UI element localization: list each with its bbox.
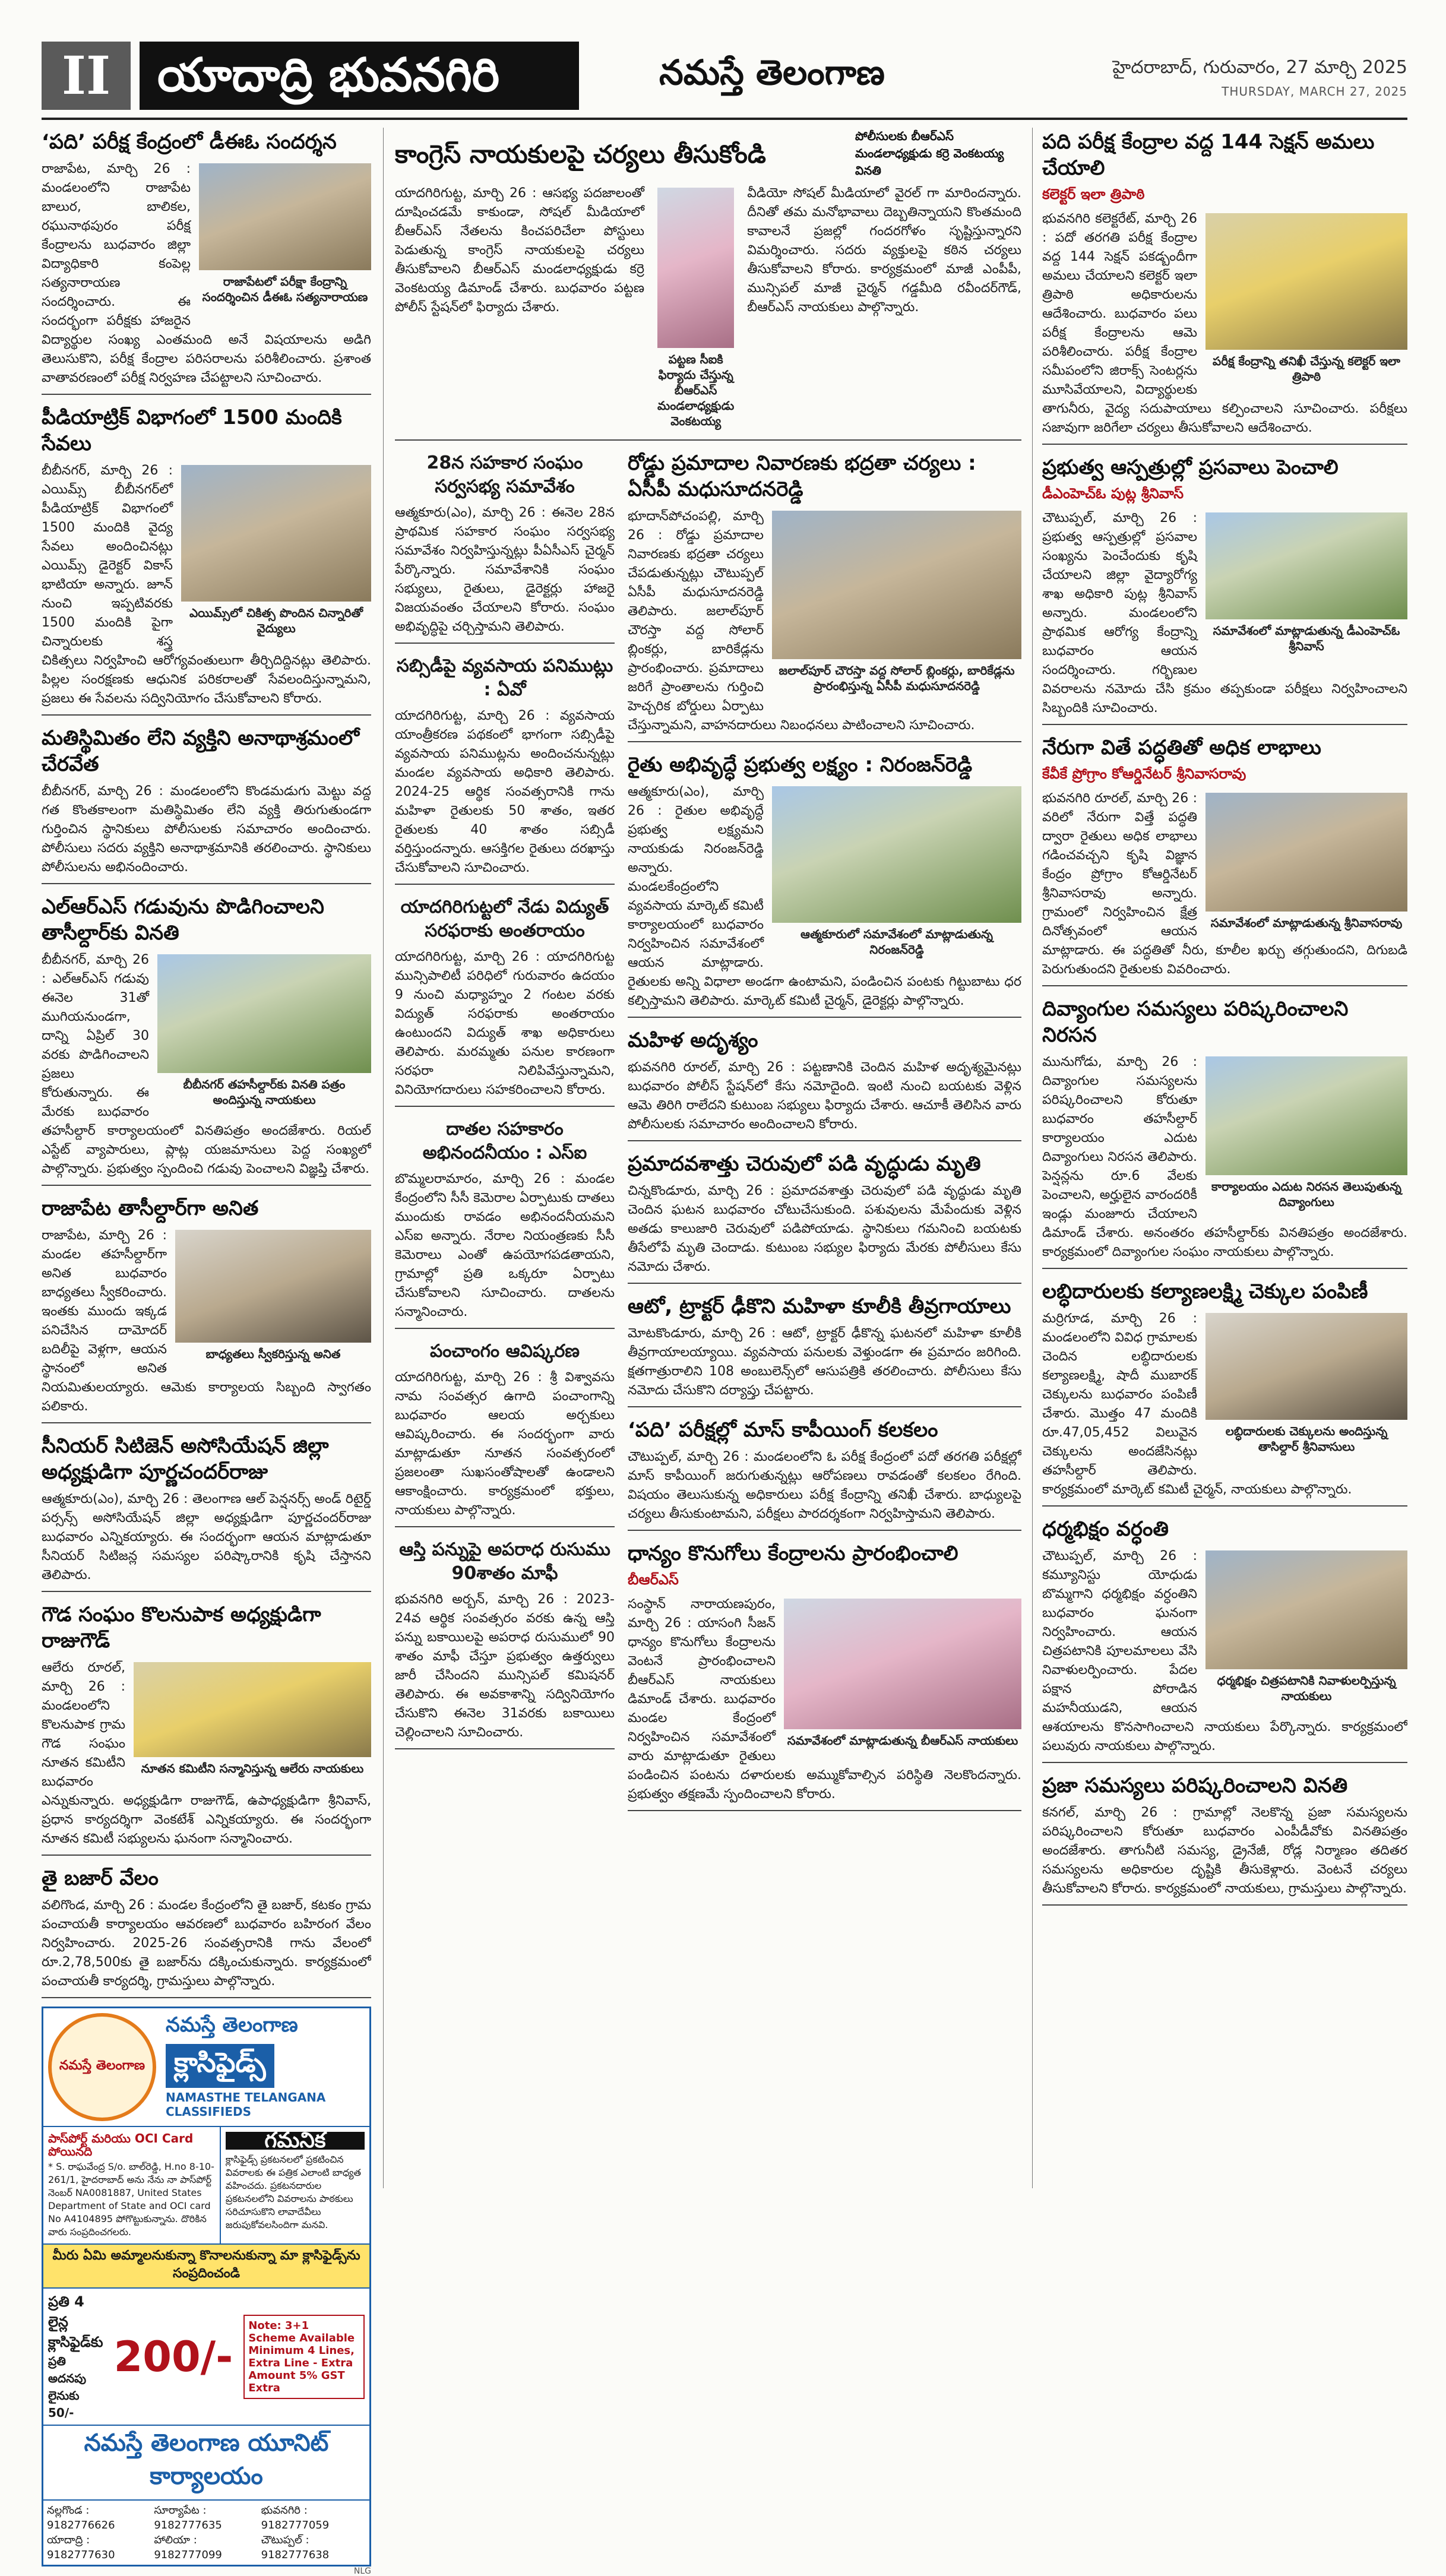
article: [628, 751, 1021, 1018]
phone-entry: చౌటుప్పల్ : 9182777638: [261, 2534, 330, 2561]
article-body: మోటకొండూరు, మార్చి 26 : ఆటో, ట్రాక్టర్ ఢీకొన్న ఘటనలో మహిళా కూలీకి తీవ్రగాయాలయ్యాయి. వ్యవసాయ పనులకు వెళ్తుండగా ఈ ప్రమాదం జరిగింది. క్షతగాత్రురాలిని 108 అంబులెన్స్‌లో ఆసుపత్రికి తరలించారు. పోలీసులు కేసు నమోదు చేసుకొని దర్యాప్తు చేపట్టారు.: [628, 1326, 1021, 1398]
paper-seal-logo: నమస్తే తెలంగాణ: [48, 2013, 156, 2121]
article: [1042, 128, 1407, 445]
column-left: [42, 128, 371, 2576]
middle-left-subcolumn: [395, 449, 615, 1819]
photo-caption: సమావేశంలో మాట్లాడుతున్న శ్రీనివాసరావు: [1210, 916, 1403, 930]
news-photo: [1205, 1550, 1407, 1669]
classifieds-ad: [42, 2007, 371, 2566]
article: [1042, 995, 1407, 1269]
passport-notice: [43, 2127, 221, 2243]
headline: ఎల్‌ఆర్‌ఎస్ గడువును పొడిగించాలని తాసీల్దార్‌కు వినతి: [42, 895, 324, 945]
article-body: బీబీనగర్, మార్చి 26 : ఎల్‌ఆర్‌ఎస్ గడువు ఈనెల 31తో ముగియనుండగా, దాన్ని ఏప్రిల్ 30 వరకు పొడిగించాలని ప్రజలు కోరుతున్నారు. ఈ మేరకు బుధవారం తహసీల్దార్ కార్యాలయంలో వినతిపత్రం అందజేశారు. రియల్ ఎస్టేట్ వ్యాపారులు, ప్లాట్ల యజమానులు పెద్ద సంఖ్యలో పాల్గొన్నారు. ప్రభుత్వం స్పందించి గడువు పెంచాలని విజ్ఞప్తి చేశారు.: [42, 952, 371, 1176]
ad-classifieds-english: NAMASTHE TELANGANA CLASSIFIEDS: [166, 2090, 326, 2119]
ad-pricing: [43, 2289, 369, 2426]
article: [1042, 1277, 1407, 1507]
headline: మతిస్థిమితం లేని వ్యక్తిని అనాథాశ్రమంలో చేరవేత: [42, 726, 360, 776]
byline: కేవీకే ప్రోగ్రాం కోఆర్డినేటర్ శ్రీనివాసరావు: [1042, 765, 1246, 782]
article: [42, 1864, 371, 1998]
article: [395, 128, 1021, 441]
article: [42, 1194, 371, 1423]
photo-caption: పట్టణ సీఐకి ఫిర్యాదు చేస్తున్న బీఆర్‌ఎస్ మండలాధ్యక్షుడు వెంకటయ్య: [657, 352, 735, 428]
headline: పీడియాట్రిక్ విభాగంలో 1500 మందికి సేవలు: [42, 406, 342, 455]
article-body: చౌటుప్పల్, మార్చి 26 : ప్రభుత్వ ఆస్పత్రుల్లో ప్రసవాల సంఖ్యను పెంచేందుకు కృషి చేయాలని జిల్లా వైద్యారోగ్య శాఖ అధికారి పుట్ల శ్రీనివాస్ అన్నారు. మండలంలోని ప్రాథమిక ఆరోగ్య కేంద్రాన్ని బుధవారం ఆయన సందర్శించారు. గర్భిణుల వివరాలను నమోదు చేసి క్రమం తప్పకుండా పరీక్షలు నిర్వహించాలని సిబ్బందికి సూచించారు.: [1042, 511, 1407, 716]
headline: రోడ్డు ప్రమాదాల నివారణకు భద్రతా చర్యలు : ఏసీపీ మధుసూదనరెడ్డి: [628, 451, 976, 501]
article: [395, 1115, 615, 1329]
phone-entry: హాలియా : 9182777099: [154, 2534, 222, 2561]
headline: కాంగ్రెస్ నాయకులపై చర్యలు తీసుకోండి: [395, 139, 766, 169]
headline: దివ్యాంగుల సమస్యలు పరిష్కరించాలని నిరసన: [1042, 997, 1349, 1047]
news-photo: [157, 954, 371, 1073]
middle-right-subcolumn: [628, 449, 1021, 1819]
masthead-rule: [42, 118, 1407, 120]
byline: కలెక్టర్ ఇలా త్రిపాఠి: [1042, 186, 1145, 202]
headline: తై బజార్ వేలం: [42, 1866, 159, 1890]
pricing-lines: [43, 2289, 108, 2425]
news-photo: [1205, 1056, 1407, 1175]
headline: ప్రమాదవశాత్తు చెరువులో పడి వృద్ధుడు మృతి: [628, 1152, 981, 1176]
article: [628, 1539, 1021, 1811]
photo-block: [1205, 509, 1407, 659]
photo-block: [1205, 1547, 1407, 1708]
photo-caption: ఆత్మకూరులో సమావేశంలో మాట్లాడుతున్న నిరంజన్‌రెడ్డి: [800, 927, 993, 957]
phone-entry: యాదాద్రి : 9182777630: [47, 2534, 115, 2561]
headline: పది పరీక్ష కేంద్రాల వద్ద 144 సెక్షన్ అమలు చేయాలి: [1042, 130, 1375, 180]
headline: 28న సహకార సంఘం సర్వసభ్య సమావేశం: [426, 452, 583, 497]
headline: రైతు అభివృద్ధే ప్రభుత్వ లక్ష్యం : నిరంజన్‌రెడ్డి: [628, 753, 973, 777]
news-photo: [1205, 213, 1407, 350]
notice-heading: గమనిక: [226, 2132, 365, 2150]
news-photo: [134, 1662, 371, 1757]
middle-subcolumns: [395, 449, 1021, 1819]
news-photo: [175, 1230, 371, 1343]
column-right: [1042, 128, 1407, 1914]
passport-text: * S. రాఘవేంద్ర S/o. బాల్‌రెడ్డి, H.no 8-10-261/1, హైదరాబాద్ అను నేను నా పాస్‌పోర్ట్ నెంబర్ NA0081887, United States Department of State and OCI card No A4104895 పోగొట్టుకున్నాను. దొరికిన వారు సంప్రదించగలరు.: [48, 2161, 214, 2238]
article-body: మునుగోడు, మార్చి 26 : దివ్యాంగుల సమస్యలను పరిష్కరించాలని కోరుతూ బుధవారం తహసీల్దార్ కార్యాలయం ఎదుట దివ్యాంగులు నిరసన తెలిపారు. పెన్షన్లను రూ.6 వేలకు పెంచాలని, అర్హులైన వారందరికీ ఇండ్లు మంజూరు చేయాలని డిమాండ్ చేశారు. అనంతరం తహసీల్దార్‌కు వినతిపత్రం అందజేశారు. కార్యక్రమంలో దివ్యాంగుల సంఘం నాయకులు పాల్గొన్నారు.: [1042, 1055, 1407, 1259]
photo-block: [157, 951, 371, 1112]
photo-caption: పరీక్ష కేంద్రాన్ని తనిఖీ చేస్తున్న కలెక్టర్ ఇలా త్రిపాఠి: [1212, 354, 1400, 384]
notice-text: క్లాసిఫైడ్స్ ప్రకటనలలో ప్రకటించిన వివరాలకు ఈ పత్రిక ఎలాంటి బాధ్యత వహించదు. ప్రకటనదారుల ప్రకటనలలోని వివరాలను పాఠకులు సరిచూసుకొని లావాదేవీలు జరుపుకోవలసిందిగా మనవి.: [225, 2154, 361, 2230]
column-divider: [1032, 128, 1033, 2188]
article-body: భువనగిరి రూరల్, మార్చి 26 : పట్టణానికి చెందిన మహిళ అదృశ్యమైనట్లు బుధవారం పోలీస్ స్టేషన్‌లో కేసు నమోదైంది. ఇంటి నుంచి బయటకు వెళ్లిన ఆమె తిరిగి రాలేదని కుటుంబ సభ్యులు ఫిర్యాదు చేశారు. ఆచూకీ తెలిసిన వారు పోలీసులకు సమాచారం అందించాలని కోరారు.: [628, 1060, 1021, 1132]
article-body: కనగల్, మార్చి 26 : గ్రామాల్లో నెలకొన్న ప్రజా సమస్యలను పరిష్కరించాలని కోరుతూ బుధవారం ఎంపీడీవోకు వినతిపత్రం అందజేశారు. తాగునీటి సమస్య, డ్రైనేజీ, రోడ్ల నిర్మాణం తదితర సమస్యలను అధికారుల దృష్టికి తీసుకెళ్లారు. వెంటనే చర్యలు తీసుకోవాలని కోరారు. కార్యక్రమంలో నాయకులు, గ్రామస్తులు పాల్గొన్నారు.: [1042, 1805, 1407, 1896]
headline: ప్రభుత్వ ఆస్పత్రుల్లో ప్రసవాలు పెంచాలి: [1042, 455, 1339, 479]
photo-caption: బాధ్యతలు స్వీకరిస్తున్న అనిత: [205, 1347, 341, 1361]
ad-paper-name: నమస్తే తెలంగాణ: [166, 2013, 298, 2037]
news-photo: [181, 465, 371, 602]
photo-caption: నూతన కమిటీని సన్మానిస్తున్న ఆలేరు నాయకులు: [141, 1761, 364, 1776]
article: [628, 1150, 1021, 1284]
article: [628, 1292, 1021, 1407]
headline: లబ్ధిదారులకు కల్యాణలక్ష్మి చెక్కుల పంపిణీ: [1042, 1280, 1368, 1303]
headline: మహిళ అదృశ్యం: [628, 1028, 758, 1052]
photo-caption: ధర్మభిక్షం చిత్రపటానికి నివాళులర్పిస్తున్న నాయకులు: [1217, 1673, 1396, 1703]
headline: ధాన్యం కొనుగోలు కేంద్రాలను ప్రారంభించాలి: [628, 1542, 958, 1565]
photo-block: [199, 160, 371, 309]
ad-tagline: మీరు ఏమి అమ్మాలనుకున్నా కొనాలనుకున్నా మా క్లాసిఫైడ్స్‌ను సంప్రదించండి: [43, 2245, 369, 2289]
article: [628, 1026, 1021, 1141]
extra-line-label: ప్రతి అదనపు లైనుకు 50/-: [48, 2354, 87, 2420]
news-photo: [772, 786, 1021, 923]
article-body: యాదగిరిగుట్ట, మార్చి 26 : వ్యవసాయ యాంత్రీకరణ పథకంలో భాగంగా సబ్సిడీపై వ్యవసాయ పనిముట్లను అందించనున్నట్లు మండల వ్యవసాయ అధికారి తెలిపారు. 2024-25 ఆర్థిక సంవత్సరానికి గాను మహిళా రైతులకు 50 శాతం, ఇతర రైతులకు 40 శాతం సబ్సిడీ వర్తిస్తుందన్నారు. ఆసక్తిగల రైతులు దరఖాస్తు చేసుకోవాలని సూచించారు.: [395, 708, 615, 875]
article: [628, 1416, 1021, 1531]
news-photo: [1205, 1313, 1407, 1420]
ad-classifieds-label: క్లాసిఫైడ్స్: [166, 2044, 274, 2088]
ad-phone-list: [43, 2501, 369, 2565]
photo-caption: ఎయిమ్స్‌లో చికిత్స పొందిన చిన్నారితో వైద్యులు: [189, 606, 363, 635]
article-body: వలిగొండ, మార్చి 26 : మండల కేంద్రంలోని తై బజార్, కటకం గ్రామ పంచాయతీ కార్యాలయం ఆవరణలో బుధవారం బహిరంగ వేలం నిర్వహించారు. 2025-26 సంవత్సరానికి గాను వేలంలో రూ.2,78,500కు తై బజార్‌ను దక్కించుకున్నారు. కార్యక్రమంలో పంచాయతీ కార్యదర్శి, గ్రామస్తులు పాల్గొన్నారు.: [42, 1898, 371, 1989]
headline: గౌడ సంఘం కొలనుపాక అధ్యక్షుడిగా రాజుగౌడ్: [42, 1603, 321, 1653]
article-body: యాదగిరిగుట్ట, మార్చి 26 : యాదగిరిగుట్ట మున్సిపాలిటీ పరిధిలో గురువారం ఉదయం 9 నుంచి మధ్యాహ్నం 2 గంటల వరకు విద్యుత్ సరఫరాకు అంతరాయం ఉంటుందని విద్యుత్ శాఖ అధికారులు తెలిపారు. మరమ్మతు పనుల కారణంగా సరఫరా నిలిపివేస్తున్నామని, వినియోగదారులు సహకరించాలని కోరారు.: [395, 950, 615, 1097]
article: [42, 893, 371, 1186]
headline: పంచాంగం ఆవిష్కరణ: [429, 1341, 580, 1362]
article-body: రాజాపేట, మార్చి 26 : మండల తహసీల్దార్‌గా అనిత బుధవారం బాధ్యతలు స్వీకరించారు. ఇంతకు ముందు ఇక్కడ పనిచేసిన దామోదర్ బదిలీపై వెళ్లగా, ఆయన స్థానంలో అనిత నియమితులయ్యారు. ఆమెకు కార్యాలయ సిబ్బంది స్వాగతం పలికారు.: [42, 1228, 371, 1414]
photo-block: [1205, 789, 1407, 935]
section-title: యాదాద్రి భువనగిరి: [140, 42, 579, 110]
ad-office: నమస్తే తెలంగాణ యూనిట్ కార్యాలయం: [43, 2426, 369, 2501]
subheadline: పోలీసులకు బీఆర్‌ఎస్ మండలాధ్యక్షుడు కర్రె వెంకటయ్య వినతి: [855, 129, 1004, 178]
article-body: ఆలేరు రూరల్, మార్చి 26 : మండలంలోని కొలనుపాక గ్రామ గౌడ సంఘం నూతన కమిటీని బుధవారం ఎన్నుకున్నారు. అధ్యక్షుడిగా రాజుగౌడ్, ఉపాధ్యక్షుడిగా శ్రీనివాస్, ప్రధాన కార్యదర్శిగా వెంకటేశ్ ఎన్నికయ్యారు. ఈ సందర్భంగా నూతన కమిటీ సభ్యులను ఘనంగా సన్మానించారు.: [42, 1660, 371, 1846]
headline: ‘పది’ పరీక్ష కేంద్రంలో డీఈఓ సందర్శన: [42, 130, 337, 154]
photo-caption: జలాల్‌పూర్ చౌరస్తా వద్ద సోలార్ బ్లింకర్లు, బారికేడ్లను ప్రారంభిస్తున్న ఏసీపీ మధుసూదనరెడ్డి: [779, 663, 1015, 693]
photo-caption: సమావేశంలో మాట్లాడుతున్న డీఎంహెచ్‌ఓ శ్రీనివాస్: [1213, 624, 1400, 653]
article-body: భువనగిరి అర్బన్, మార్చి 26 : 2023-24వ ఆర్థిక సంవత్సరం వరకు ఉన్న ఆస్తి పన్ను బకాయిలపై అపరాధ రుసుములో 90 శాతం మాఫీ చేస్తూ ప్రభుత్వం ఉత్తర్వులు జారీ చేసిందని మున్సిపల్ కమిషనర్ తెలిపారు. ఈ అవకాశాన్ని సద్వినియోగం చేసుకొని ఈనెల 31వరకు బకాయిలు చెల్లించాలని సూచించారు.: [395, 1592, 615, 1740]
article-body: సంస్థాన్ నారాయణపురం, మార్చి 26 : యాసంగి సీజన్ ధాన్యం కొనుగోలు కేంద్రాలను వెంటనే ప్రారంభించాలని బీఆర్‌ఎస్ నాయకులు డిమాండ్ చేశారు. బుధవారం మండల కేంద్రంలో నిర్వహించిన సమావేశంలో వారు మాట్లాడుతూ రైతులు పండించిన పంటను దళారులకు అమ్ముకోవాల్సిన పరిస్థితి నెలకొందన్నారు. ప్రభుత్వం తక్షణమే స్పందించాలని కోరారు.: [628, 1597, 1021, 1802]
date-english: THURSDAY, MARCH 27, 2025: [1222, 84, 1407, 99]
lines-label: ప్రతి 4 లైన్ల క్లాసిఫైడ్‌కు: [48, 2293, 103, 2350]
article-body: వీడియో సోషల్ మీడియాలో వైరల్ గా మారిందన్నారు. దీనితో తమ మనోభావాలు దెబ్బతిన్నాయని కొంతమంది కావాలనే ప్రజల్లో గందరగోళం సృష్టిస్తున్నారని విమర్శించారు. సదరు వ్యక్తులపై కఠిన చర్యలు తీసుకోవాలని కోరారు. కార్యక్రమంలో మాజీ ఎంపీపీ, మున్సిపల్ మాజీ చైర్మన్ గడ్డమీది రవీందర్‌గౌడ్, బీఆర్‌ఎస్ నాయకులు పాల్గొన్నారు.: [747, 186, 1021, 315]
article-body: చౌటుప్పల్, మార్చి 26 : కమ్యూనిస్టు యోధుడు బొమ్మగాని ధర్మభిక్షం వర్ధంతిని బుధవారం ఘనంగా నిర్వహించారు. ఆయన చిత్రపటానికి పూలమాలలు వేసి నివాళులర్పించారు. పేదల పక్షాన పోరాడిన మహనీయుడని, ఆయన ఆశయాలను కొనసాగించాలని నాయకులు పేర్కొన్నారు. కార్యక్రమంలో పలువురు నాయకులు పాల్గొన్నారు.: [1042, 1549, 1407, 1754]
photo-block: [1205, 1053, 1407, 1214]
ad-body: [43, 2127, 369, 2245]
photo-block: [772, 507, 1021, 698]
article: [395, 893, 615, 1107]
article-body: మర్రిగూడ, మార్చి 26 : మండలంలోని వివిధ గ్రామాలకు చెందిన లబ్ధిదారులకు కల్యాణలక్ష్మి, షాదీ ముబారక్ చెక్కులను బుధవారం పంపిణీ చేశారు. మొత్తం 47 మందికి రూ.47,05,452 విలువైన చెక్కులను అందజేసినట్లు తహసీల్దార్ తెలిపారు. కార్యక్రమంలో మార్కెట్ కమిటీ చైర్మన్, నాయకులు పాల్గొన్నారు.: [1042, 1311, 1352, 1497]
article: [42, 1432, 371, 1592]
headline-row: [395, 128, 1021, 184]
phone-entry: భువనగిరి : 9182777059: [261, 2504, 330, 2531]
article: [395, 1536, 615, 1749]
article-body: రాజాపేట, మార్చి 26 : మండలంలోని రాజాపేట బాలుర, బాలికల, రఘునాథపురం పరీక్ష కేంద్రాలను బుధవారం జిల్లా విద్యాధికారి కంపెల్ల సత్యనారాయణ సందర్శించారు. ఈ సందర్భంగా పరీక్షకు హాజరైన విద్యార్థుల సంఖ్య ఎంతమంది అనే విషయాలను అడిగి తెలుసుకొని, పరీక్ష కేంద్రాల పరిసరాలను పరిశీలించారు. ప్రశాంత వాతావరణంలో పరీక్ష నిర్వహణ చేపట్టాలని సూచించారు.: [42, 162, 371, 385]
article: [395, 652, 615, 885]
photo-caption: సమావేశంలో మాట్లాడుతున్న బీఆర్‌ఎస్ నాయకులు: [787, 1733, 1018, 1748]
ad-rate: 200/-: [113, 2332, 233, 2381]
photo-caption: లబ్ధిదారులకు చెక్కులను అందిస్తున్న తాసిల్దార్ శ్రీనివాసులు: [1225, 1424, 1388, 1454]
article: [42, 128, 371, 395]
photo-block: [1205, 1309, 1407, 1459]
photo-block: [772, 783, 1021, 962]
byline: బీఆర్‌ఎస్: [628, 1571, 679, 1588]
article: [395, 449, 615, 644]
headline: నేరుగా వితే పద్ధతితో అధిక లాభాలు: [1042, 736, 1321, 759]
article: [628, 449, 1021, 742]
phone-entry: నల్లగొండ : 9182776626: [47, 2504, 115, 2531]
article: [42, 1600, 371, 1856]
news-photo: [772, 511, 1021, 659]
headline: ఆస్తి పన్నుపై అపరాధ రుసుము 90శాతం మాఫీ: [399, 1539, 610, 1584]
article-body: యాదగిరిగుట్ట, మార్చి 26 : ఆసభ్య పదజాలంతో దూషించడమే కాకుండా, సోషల్ మీడియాలో బీఆర్‌ఎస్ నేతలను కించపరిచేలా పోస్టులు పెడుతున్న కాంగ్రెస్ నాయకులపై చర్యలు తీసుకోవాలని బీఆర్‌ఎస్ మండలాధ్యక్షుడు కర్రె వెంకటయ్య డిమాండ్ చేశారు. బుధవారం పట్టణ పోలీస్ స్టేషన్‌లో ఫిర్యాదు చేశారు.: [395, 186, 645, 315]
article: [42, 724, 371, 884]
column-divider: [383, 128, 384, 2188]
article-body: ఆత్మకూరు(ఎం), మార్చి 26 : రైతుల అభివృద్ధే ప్రభుత్వ లక్ష్యమని నాయకుడు నిరంజన్‌రెడ్డి అన్నారు. మండలకేంద్రంలోని వ్యవసాయ మార్కెట్ కమిటీ కార్యాలయంలో బుధవారం నిర్వహించిన సమావేశంలో ఆయన మాట్లాడారు. రైతులకు అన్ని విధాలా అండగా ఉంటామని, పండించిన పంటకు గిట్టుబాటు ధర కల్పిస్తామని తెలిపారు. మార్కెట్ కమిటీ చైర్మన్, డైరెక్టర్లు పాల్గొన్నారు.: [628, 784, 1021, 1008]
article-body: ఆత్మకూరు(ఎం), మార్చి 26 : ఈనెల 28న ప్రాథమిక సహకార సంఘం సర్వసభ్య సమావేశం నిర్వహిస్తున్నట్లు పీఏసీఎస్ చైర్మన్ పేర్కొన్నారు. సమావేశానికి సంఘం సభ్యులు, రైతులు, డైరెక్టర్లు హాజరై విజయవంతం చేయాలని కోరారు. సంఘం అభివృద్ధిపై చర్చిస్తామని తెలిపారు.: [395, 505, 615, 634]
article-body: చిన్నకొండూరు, మార్చి 26 : ప్రమాదవశాత్తు చెరువులో పడి వృద్ధుడు మృతి చెందిన ఘటన బుధవారం చోటుచేసుకుంది. పశువులను మేపేందుకు వెళ్లిన అతడు కాలుజారి చెరువులో పడిపోయాడు. స్థానికులు గమనించి బయటకు తీసేలోపే మృతి చెందాడు. కుటుంబ సభ్యుల ఫిర్యాదు మేరకు పోలీసులు కేసు నమోదు చేశారు.: [628, 1183, 1021, 1274]
article-body: చౌటుప్పల్, మార్చి 26 : మండలంలోని ఓ పరీక్ష కేంద్రంలో పదో తరగతి పరీక్షల్లో మాస్ కాపీయింగ్ జరుగుతున్నట్లు ఆరోపణలు రావడంతో కలకలం రేగింది. విషయం తెలుసుకున్న అధికారులు పరీక్ష కేంద్రాన్ని తనిఖీ చేశారు. బాధ్యులపై చర్యలు తీసుకుంటామని, పరీక్షలు పారదర్శకంగా నిర్వహిస్తామని తెలిపారు.: [628, 1450, 1021, 1521]
article-columns: [395, 184, 1021, 433]
news-photo: [784, 1599, 1021, 1729]
news-photo: [657, 188, 734, 348]
masthead: [42, 42, 1407, 110]
ad-header: [43, 2008, 369, 2127]
article: [1042, 453, 1407, 725]
headline: సీనియర్ సిటిజెన్ అసోసియేషన్ జిల్లా అధ్యక్షుడిగా పూర్ణచందర్‌రాజు: [42, 1434, 329, 1484]
article: [1042, 1515, 1407, 1763]
article-body: భువనగిరి కలెక్టరేట్, మార్చి 26 : పదో తరగతి పరీక్ష కేంద్రాల వద్ద 144 సెక్షన్ పకడ్బందీగా అమలు చేయాలని కలెక్టర్ ఇలా త్రిపాఠి అధికారులను ఆదేశించారు. బుధవారం పలు పరీక్ష కేంద్రాలను ఆమె పరిశీలించారు. పరీక్ష కేంద్రాల సమీపంలోని జిరాక్స్ సెంటర్లను మూసివేయాలని, విద్యార్థులకు తాగునీరు, వైద్య సదుపాయాలు కల్పించాలని సూచించారు. పరీక్షలు సజావుగా జరిగేలా చర్యలు తీసుకోవాలని ఆదేశించారు.: [1042, 211, 1407, 435]
photo-block: [1205, 210, 1407, 389]
page-number: II: [42, 42, 131, 110]
headline: రాజాపేట తాసీల్దార్‌గా అనిత: [42, 1197, 259, 1220]
article: [42, 403, 371, 716]
headline: ‘పది’ పరీక్షల్లో మాస్ కాపీయింగ్ కలకలం: [628, 1418, 938, 1442]
passport-heading: పాస్‌పోర్ట్ మరియు OCI Card పోయినది: [48, 2131, 194, 2159]
scheme-note: Note: 3+1 Scheme Available Minimum 4 Lines, Extra Line - Extra Amount 5% GST Extra: [243, 2315, 365, 2399]
photo-block: [181, 461, 371, 641]
ad-code: NLG: [353, 2566, 371, 2576]
byline: డీఎంహెచ్‌ఓ పుట్ల శ్రీనివాస్: [1042, 485, 1184, 502]
headline: సబ్సిడీపై వ్యవసాయ పనిముట్లు : ఏవో: [396, 656, 613, 700]
article-body: యాదగిరిగుట్ట, మార్చి 26 : శ్రీ విశ్వావసు నామ సంవత్సర ఉగాది పంచాంగాన్ని బుధవారం ఆలయ అర్చకులు ఆవిష్కరించారు. ఈ సందర్భంగా వారు మాట్లాడుతూ నూతన సంవత్సరంలో ప్రజలంతా సుఖసంతోషాలతో ఉండాలని ఆకాంక్షించారు. కార్యక్రమంలో భక్తులు, నాయకులు పాల్గొన్నారు.: [395, 1370, 615, 1518]
paper-name: నమస్తే తెలంగాణ: [659, 52, 885, 93]
photo-block: [657, 184, 734, 433]
ad-title: [161, 2008, 369, 2126]
date-telugu: హైదరాబాద్, గురువారం, 27 మార్చి 2025: [1112, 57, 1407, 78]
article-body: బీబీనగర్, మార్చి 26 : ఎయిమ్స్ బీబీనగర్‌లో పీడియాట్రిక్ విభాగంలో 1500 మందికి వైద్య సేవలు అందించినట్లు ఎయిమ్స్ డైరెక్టర్ వికాస్ భాటియా అన్నారు. జూన్ నుంచి ఇప్పటివరకు 1500 మందికి పైగా చిన్నారులకు శస్త్ర చికిత్సలు నిర్వహించి ఆరోగ్యవంతులుగా తీర్చిదిద్దినట్లు తెలిపారు. పిల్లల సంరక్షణకు ఆధునిక పరికరాలతో సేవలందిస్తున్నామని, ప్రజలు ఈ సేవలను సద్వినియోగం చేసుకోవాలని కోరారు.: [42, 463, 371, 706]
article: [1042, 733, 1407, 986]
article: [1042, 1771, 1407, 1906]
headline: ప్రజా సమస్యలు పరిష్కరించాలని వినతి: [1042, 1774, 1348, 1797]
article-body: బీబీనగర్, మార్చి 26 : మండలంలోని కొండమడుగు మెట్టు వద్ద గత కొంతకాలంగా మతిస్థిమితం లేని వ్యక్తి తిరుగుతుండగా గుర్తించిన స్థానికులు పోలీసులకు సమాచారం అందించారు. పోలీసులు సదరు వ్యక్తిని అనాథాశ్రమానికి తరలించారు. స్థానికులు పోలీసులను అభినందించారు.: [42, 784, 371, 875]
photo-block: [784, 1595, 1021, 1753]
headline: ధర్మభిక్షం వర్ధంతి: [1042, 1517, 1169, 1541]
article-body: భూదాన్‌పోచంపల్లి, మార్చి 26 : రోడ్డు ప్రమాదాల నివారణకు భద్రతా చర్యలు చేపడుతున్నట్లు చౌటుప్పల్ ఏసీపీ మధుసూదనరెడ్డి తెలిపారు. జలాల్‌పూర్ చౌరస్తా వద్ద సోలార్ బ్లింకర్లు, బారికేడ్లను ప్రారంభించారు. ప్రమాదాలు జరిగే ప్రాంతాలను గుర్తించి హెచ్చరిక బోర్డులు ఏర్పాటు చేస్తున్నామని, వాహనదారులు నిబంధనలు పాటించాలని సూచించారు.: [628, 509, 975, 733]
phone-entry: సూర్యాపేట : 9182777635: [154, 2504, 222, 2531]
photo-caption: రాజాపేటలో పరీక్షా కేంద్రాన్ని సందర్శించిన డీఈఓ సత్యనారాయణ: [202, 274, 368, 304]
article-body: బొమ్మలరామారం, మార్చి 26 : మండల కేంద్రంలోని సీసీ కెమెరాల ఏర్పాటుకు దాతలు ముందుకు రావడం అభినందనీయమని ఎస్‌ఐ అన్నారు. నేరాల నియంత్రణకు సీసీ కెమెరాలు ఎంతో ఉపయోగపడతాయని, గ్రామాల్లో ప్రతి ఒక్కరూ ఏర్పాటు చేసుకోవాలని సూచించారు. దాతలను సన్మానించారు.: [395, 1172, 615, 1319]
news-photo: [1205, 793, 1407, 912]
news-photo: [1205, 512, 1407, 619]
photo-caption: కార్యాలయం ఎదుట నిరసన తెలుపుతున్న దివ్యాంగులు: [1211, 1179, 1401, 1209]
news-photo: [199, 163, 371, 270]
headline: యాదగిరిగుట్టలో నేడు విద్యుత్ సరఫరాకు అంతరాయం: [400, 897, 609, 941]
article-body: భువనగిరి రూరల్, మార్చి 26 : వరిలో నేరుగా విత్తే పద్ధతి ద్వారా రైతులు అధిక లాభాలు గడించవచ్చని కృషి విజ్ఞాన కేంద్రం ప్రోగ్రాం కోఆర్డినేటర్ శ్రీనివాసరావు అన్నారు. గ్రామంలో నిర్వహించిన క్షేత్ర దినోత్సవంలో ఆయన మాట్లాడారు. ఈ పద్ధతితో నీరు, కూలీల ఖర్చు తగ్గుతుందని, దిగుబడి పెరుగుతుందని రైతులకు వివరించారు.: [1042, 791, 1407, 977]
photo-block: [175, 1226, 371, 1366]
article: [395, 1337, 615, 1527]
headline: దాతల సహకారం అభినందనీయం : ఎస్‌ఐ: [422, 1119, 587, 1163]
disclaimer-notice: [221, 2127, 369, 2243]
photo-block: [134, 1659, 371, 1781]
column-middle: [395, 128, 1021, 1819]
photo-caption: బీబీనగర్ తహసీల్దార్‌కు వినతి పత్రం అందిస్తున్న నాయకులు: [183, 1077, 346, 1107]
headline: ఆటో, ట్రాక్టర్ ఢీకొని మహిళా కూలీకి తీవ్రగాయాలు: [628, 1295, 1011, 1318]
article-body: ఆత్మకూరు(ఎం), మార్చి 26 : తెలంగాణ ఆల్ పెన్షనర్స్ అండ్ రిటైర్డ్ పర్సన్స్ అసోసియేషన్ జిల్లా అధ్యక్షుడిగా పూర్ణచందర్‌రాజు బుధవారం ఎన్నికయ్యారు. ఈ సందర్భంగా ఆయన మాట్లాడుతూ సీనియర్ సిటిజన్ల సమస్యల పరిష్కారానికి కృషి చేస్తానని తెలిపారు.: [42, 1492, 371, 1583]
